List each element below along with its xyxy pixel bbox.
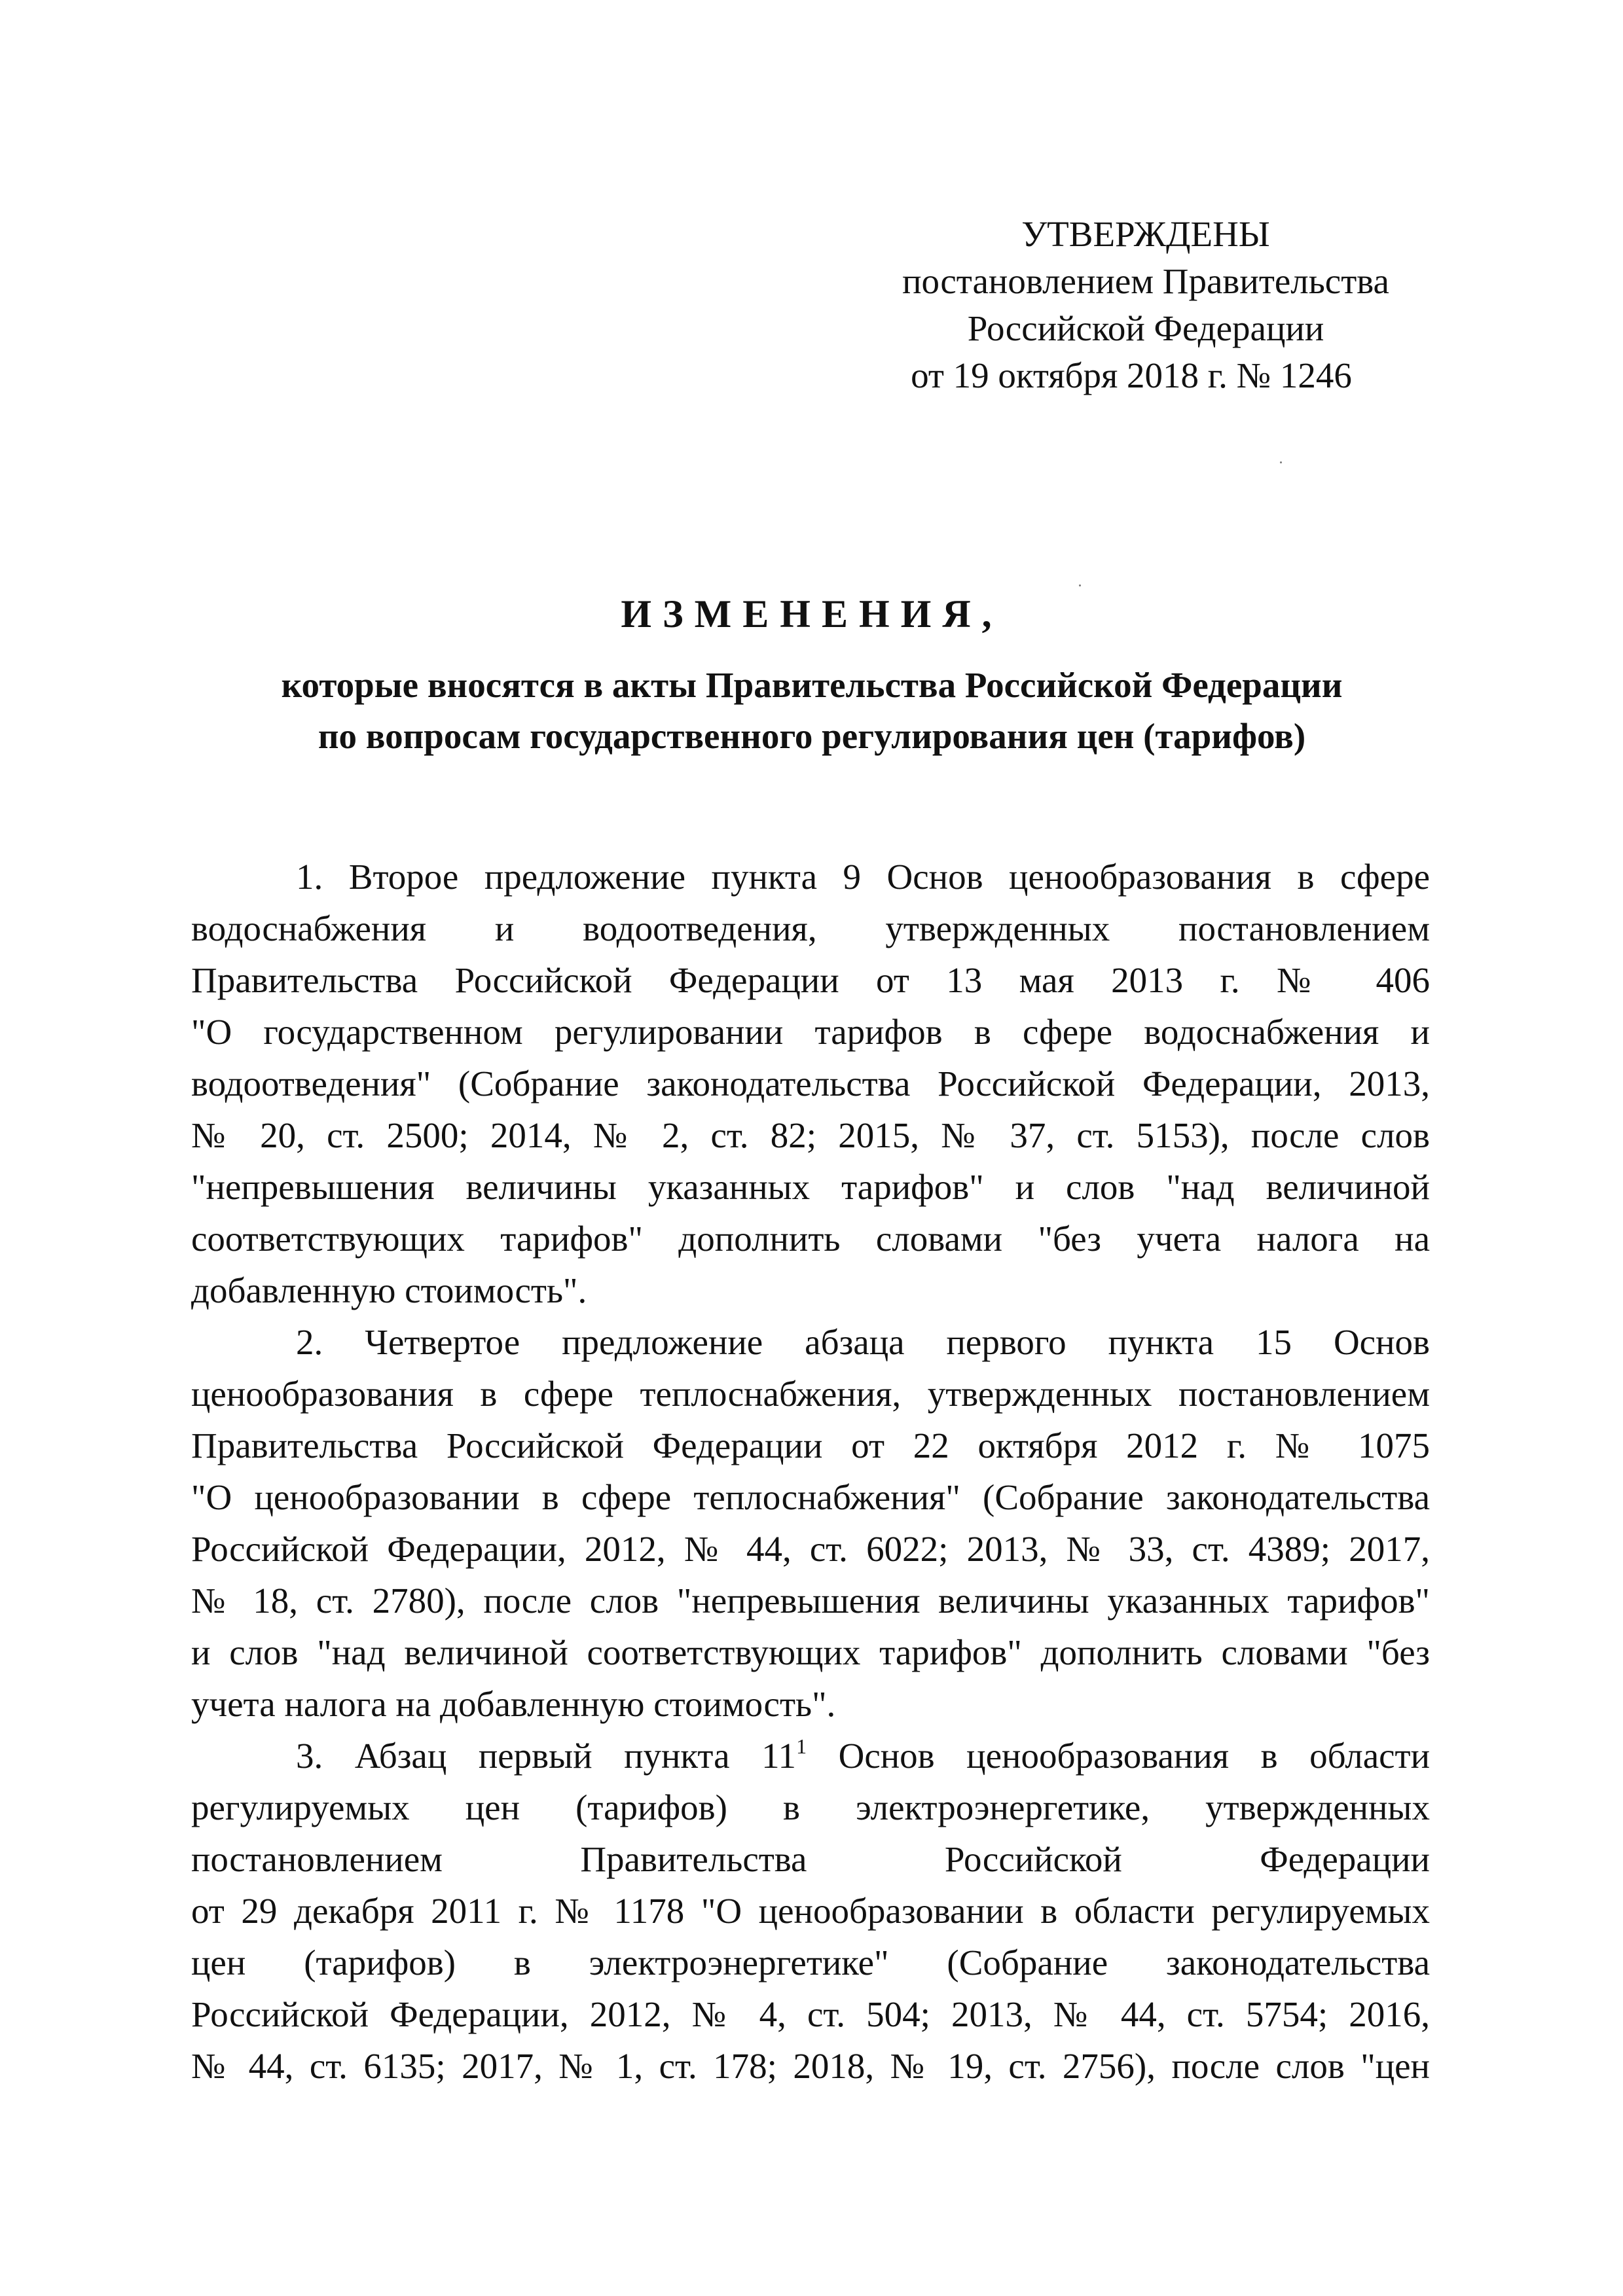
- document-body: [191, 851, 1430, 2092]
- paragraph-line: соответствующих тарифов" дополнить словами "без учета налога на: [191, 1219, 1430, 1259]
- paragraph-line: учета налога на добавленную стоимость".: [191, 1684, 836, 1724]
- paragraph-line: 2. Четвертое предложение абзаца первого пункта 15 Основ: [296, 1322, 1430, 1362]
- paragraph-line: Российской Федерации, 2012, № 4, ст. 504; 2013, № 44, ст. 5754; 2016,: [191, 1994, 1430, 2034]
- paragraph-line: 1. Второе предложение пункта 9 Основ ценообразования в сфере: [296, 857, 1430, 897]
- paragraph-line: [191, 1730, 1430, 1782]
- paragraph-3-cont: Основ ценообразования в области: [807, 1736, 1430, 1776]
- paragraph-line: добавленную стоимость".: [191, 1270, 587, 1310]
- paragraph-line: регулируемых цен (тарифов) в электроэнергетике, утвержденных: [191, 1787, 1430, 1827]
- approval-country: Российской Федерации: [967, 308, 1324, 348]
- paragraph-line: Правительства Российской Федерации от 22 октября 2012 г. № 1075: [191, 1426, 1430, 1465]
- paragraph-line: Правительства Российской Федерации от 13 мая 2013 г. № 406: [191, 960, 1430, 1000]
- paragraph-line: № 44, ст. 6135; 2017, № 1, ст. 178; 2018, № 19, ст. 2756), после слов "цен: [191, 2046, 1430, 2086]
- paragraph-line: № 20, ст. 2500; 2014, № 2, ст. 82; 2015, № 37, ст. 5153), после слов: [191, 1115, 1430, 1155]
- document-title: ИЗМЕНЕНИЯ,: [621, 592, 1003, 636]
- paragraph-line: и слов "над величиной соответствующих тарифов" дополнить словами "без: [191, 1632, 1430, 1672]
- paragraph-3-start: 3. Абзац первый пункта 11: [296, 1736, 797, 1776]
- approval-stamp: [851, 211, 1440, 399]
- paragraph-3: [191, 1730, 1430, 2092]
- paragraph-line: "непревышения величины указанных тарифов" и слов "над величиной: [191, 1167, 1430, 1207]
- paragraph-line: № 18, ст. 2780), после слов "непревышения величины указанных тарифов": [191, 1581, 1430, 1621]
- paragraph-line: постановлением Правительства Российской Федерации: [191, 1839, 1430, 1879]
- paragraph-line: Российской Федерации, 2012, № 44, ст. 6022; 2013, № 33, ст. 4389; 2017,: [191, 1529, 1430, 1569]
- scan-speck: [1280, 461, 1282, 463]
- scan-speck: [1079, 584, 1081, 586]
- paragraph-line: "О ценообразовании в сфере теплоснабжения" (Собрание законодательства: [191, 1477, 1430, 1517]
- approval-heading: УТВЕРЖДЕНЫ: [1021, 214, 1270, 254]
- approval-authority: постановлением Правительства: [902, 261, 1389, 301]
- approval-date-number: от 19 октября 2018 г. № 1246: [911, 355, 1352, 395]
- paragraph-line: "О государственном регулировании тарифов в сфере водоснабжения и: [191, 1012, 1430, 1052]
- paragraph-line: ценообразования в сфере теплоснабжения, утвержденных постановлением: [191, 1374, 1430, 1414]
- superscript: 1: [796, 1734, 807, 1758]
- paragraph-line: от 29 декабря 2011 г. № 1178 "О ценообразовании в области регулируемых: [191, 1891, 1430, 1931]
- subtitle-line-1: которые вносятся в акты Правительства Российской Федерации: [281, 665, 1343, 705]
- paragraph-2: [191, 1316, 1430, 1730]
- paragraph-line: водоснабжения и водоотведения, утвержденных постановлением: [191, 908, 1430, 948]
- paragraph-1: [191, 851, 1430, 1316]
- subtitle-line-2: по вопросам государственного регулирования цен (тарифов): [318, 716, 1306, 756]
- paragraph-line: цен (тарифов) в электроэнергетике" (Собрание законодательства: [191, 1943, 1430, 1982]
- document-subtitle: [196, 660, 1427, 762]
- paragraph-line: водоотведения" (Собрание законодательства Российской Федерации, 2013,: [191, 1064, 1430, 1103]
